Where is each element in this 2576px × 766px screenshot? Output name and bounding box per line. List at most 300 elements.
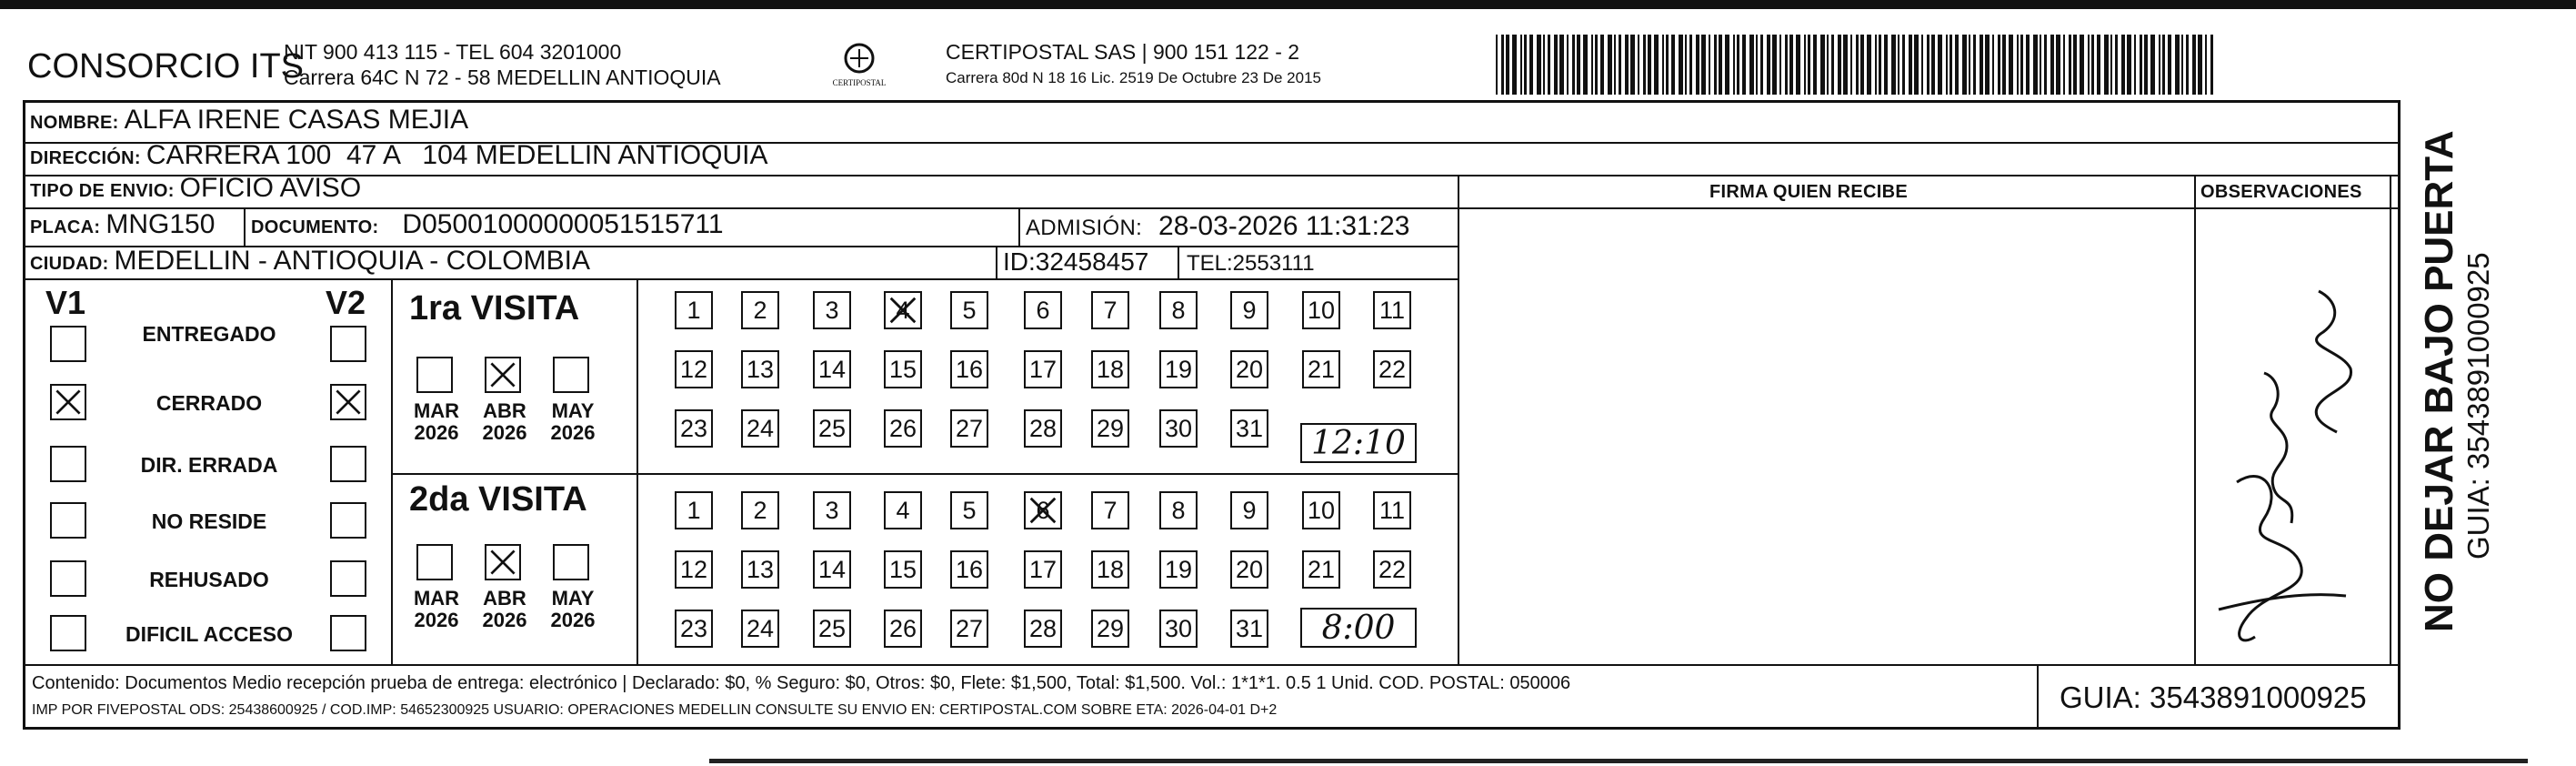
barcode-bar bbox=[1696, 35, 1699, 95]
barcode-bar bbox=[1931, 35, 1935, 95]
placa-value: MNG150 bbox=[105, 209, 216, 239]
barcode-bar bbox=[1884, 35, 1888, 95]
visit2-day-box[interactable] bbox=[741, 550, 779, 589]
visit2-day-box[interactable] bbox=[813, 550, 851, 589]
footer-guia: GUIA: 3543891000925 bbox=[2060, 680, 2367, 714]
barcode-bar bbox=[1914, 35, 1919, 95]
barcode-bar bbox=[1950, 35, 1952, 95]
divider bbox=[1018, 207, 1020, 246]
visit1-day-box[interactable] bbox=[884, 350, 922, 388]
barcode-bar bbox=[2097, 35, 2100, 95]
barcode-bar bbox=[1725, 35, 1729, 95]
signature-scribble bbox=[2200, 264, 2382, 655]
barcode-bar bbox=[2150, 35, 2155, 95]
visit1-day-box[interactable] bbox=[1302, 291, 1340, 329]
company-address: Carrera 64C N 72 - 58 MEDELLIN ANTIOQUIA bbox=[284, 66, 721, 89]
visit1-day-box[interactable] bbox=[1159, 291, 1198, 329]
visit1-day-box[interactable] bbox=[1091, 291, 1129, 329]
label-frame bbox=[23, 100, 2401, 730]
visit2-day-box[interactable] bbox=[1373, 550, 1411, 589]
day-number: 12 bbox=[679, 555, 708, 583]
divider bbox=[23, 664, 2401, 666]
visit2-day-box[interactable] bbox=[1302, 550, 1340, 589]
day-number: 31 bbox=[1235, 614, 1264, 642]
barcode-bar bbox=[1643, 35, 1646, 95]
barcode-bar bbox=[1867, 35, 1871, 95]
v2-checkbox[interactable] bbox=[330, 446, 366, 482]
v1-checkbox[interactable] bbox=[50, 502, 86, 539]
divider bbox=[996, 246, 997, 278]
day-number: 7 bbox=[1103, 496, 1118, 524]
barcode-bar bbox=[1583, 35, 1588, 95]
side-note-text: NO DEJAR BAJO PUERTA bbox=[2417, 130, 2461, 632]
company-nit-tel: NIT 900 413 115 - TEL 604 3201000 bbox=[284, 40, 622, 64]
visit2-month-label bbox=[546, 588, 600, 631]
bottom-line bbox=[709, 759, 2528, 763]
barcode-bar bbox=[2017, 35, 2019, 95]
ciudad-label: CIUDAD: bbox=[30, 254, 109, 274]
visit1-day-box[interactable] bbox=[1091, 409, 1129, 448]
visit2-day-box[interactable] bbox=[884, 610, 922, 648]
visit1-month-checkbox[interactable] bbox=[416, 357, 453, 393]
barcode-bar bbox=[1850, 35, 1852, 95]
status-label: CERRADO bbox=[155, 391, 263, 415]
month-year: 2026 bbox=[550, 609, 596, 631]
day-number: 10 bbox=[1307, 496, 1336, 524]
visit2-day-box[interactable] bbox=[1024, 550, 1062, 589]
visit1-day-box[interactable] bbox=[1230, 409, 1268, 448]
barcode-bar bbox=[2205, 35, 2207, 95]
visit1-day-box[interactable] bbox=[1159, 350, 1198, 388]
v2-checkbox[interactable] bbox=[330, 326, 366, 362]
day-number: 15 bbox=[888, 355, 917, 383]
barcode-bar bbox=[2181, 35, 2183, 95]
barcode-bar bbox=[1813, 35, 1817, 95]
v1-checkbox[interactable] bbox=[50, 615, 86, 651]
visit2-day-box[interactable] bbox=[1230, 491, 1268, 529]
visit1-day-box[interactable] bbox=[950, 350, 988, 388]
month-name: ABR bbox=[483, 587, 526, 610]
visit1-day-box[interactable] bbox=[1024, 350, 1062, 388]
day-number: 5 bbox=[962, 496, 977, 524]
barcode-bar bbox=[1808, 35, 1810, 95]
v1-checkbox[interactable] bbox=[50, 560, 86, 597]
visit1-day-box[interactable] bbox=[813, 291, 851, 329]
visit1-day-box[interactable] bbox=[741, 291, 779, 329]
day-number: 18 bbox=[1096, 555, 1125, 583]
barcode-bar bbox=[1749, 35, 1754, 95]
nombre-label: NOMBRE: bbox=[30, 113, 119, 133]
visit1-day-box[interactable] bbox=[813, 350, 851, 388]
month-year: 2026 bbox=[482, 609, 527, 631]
direccion-value: CARRERA 100 47 A 104 MEDELLIN ANTIOQUIA bbox=[145, 140, 768, 170]
barcode-bar bbox=[2044, 35, 2047, 95]
day-number: 19 bbox=[1164, 555, 1193, 583]
v2-checkbox[interactable] bbox=[330, 560, 366, 597]
v1-checkbox[interactable] bbox=[50, 326, 86, 362]
visit1-day-box[interactable] bbox=[741, 409, 779, 448]
barcode-bar bbox=[2026, 35, 2030, 95]
barcode-bar bbox=[1524, 35, 1527, 95]
v2-checkbox[interactable] bbox=[330, 502, 366, 539]
visit2-day-box[interactable] bbox=[1091, 610, 1129, 648]
documento-row bbox=[251, 209, 724, 240]
barcode-bar bbox=[2175, 35, 2180, 95]
barcode-bar bbox=[2140, 35, 2142, 95]
day-number: 2 bbox=[753, 496, 767, 524]
day-number: 4 bbox=[896, 296, 910, 324]
barcode-bar bbox=[1902, 35, 1905, 95]
footer-contenido: Contenido: Documentos Medio recepción prueba de entrega: electrónico | Declarado: $0, % Seguro: $0, Otros: $0, Flete: $1,500, Total: $1,500. Vol.: 1*1*1. 0.5 1 Unid. COD. POSTAL: 050006 bbox=[32, 673, 1571, 693]
barcode-bar bbox=[2020, 35, 2023, 95]
barcode-bar bbox=[2056, 35, 2060, 95]
divider bbox=[1178, 246, 1179, 278]
month-year: 2026 bbox=[414, 609, 459, 631]
day-number: 11 bbox=[1378, 296, 1406, 324]
visit1-day-box[interactable] bbox=[1230, 350, 1268, 388]
visit1-day-box[interactable] bbox=[950, 291, 988, 329]
barcode-bar bbox=[1591, 35, 1593, 95]
visit1-day-box[interactable] bbox=[1373, 350, 1411, 388]
direccion-row bbox=[30, 140, 768, 171]
barcode-bar bbox=[1595, 35, 1598, 95]
barcode-bar bbox=[1567, 35, 1569, 95]
v2-checkbox[interactable] bbox=[330, 384, 366, 420]
barcode-bar bbox=[1969, 35, 1970, 95]
barcode-bar bbox=[1506, 35, 1509, 95]
visit2-day-box[interactable] bbox=[1024, 491, 1062, 529]
barcode-bar bbox=[1600, 35, 1604, 95]
visit2-day-box[interactable] bbox=[1302, 491, 1340, 529]
barcode-bar bbox=[1496, 35, 1498, 95]
barcode-bar bbox=[2040, 35, 2041, 95]
visit1-day-box[interactable] bbox=[1230, 291, 1268, 329]
barcode-bar bbox=[1921, 35, 1923, 95]
visit1-day-box[interactable] bbox=[884, 291, 922, 329]
tipo-value: OFICIO AVISO bbox=[179, 173, 362, 203]
visit1-day-box[interactable] bbox=[1024, 409, 1062, 448]
barcode-bar bbox=[1909, 35, 1912, 95]
barcode-bar bbox=[1619, 35, 1621, 95]
day-number: 10 bbox=[1307, 296, 1336, 324]
visit2-month-checkbox[interactable] bbox=[553, 544, 589, 580]
month-name: MAY bbox=[551, 399, 595, 422]
barcode-bar bbox=[2088, 35, 2090, 95]
barcode-bar bbox=[2134, 35, 2136, 95]
placa-row bbox=[30, 209, 215, 240]
day-number: 14 bbox=[817, 555, 847, 583]
visit2-day-box[interactable] bbox=[1091, 550, 1129, 589]
day-number: 24 bbox=[746, 414, 775, 442]
barcode-bar bbox=[1804, 35, 1806, 95]
day-number: 12 bbox=[679, 355, 708, 383]
barcode-bar bbox=[2192, 35, 2196, 95]
barcode-bar bbox=[1985, 35, 1990, 95]
visit1-day-box[interactable] bbox=[950, 409, 988, 448]
barcode-bar bbox=[1714, 35, 1717, 95]
day-number: 26 bbox=[888, 614, 917, 642]
v2-checkbox[interactable] bbox=[330, 615, 366, 651]
top-border bbox=[0, 0, 2576, 9]
barcode-bar bbox=[1685, 35, 1687, 95]
day-number: 8 bbox=[1171, 296, 1186, 324]
day-number: 7 bbox=[1103, 296, 1118, 324]
barcode-bar bbox=[2073, 35, 2077, 95]
direccion-label: DIRECCIÓN: bbox=[30, 148, 141, 168]
day-number: 17 bbox=[1028, 355, 1057, 383]
barcode-bar bbox=[2162, 35, 2165, 95]
visit1-day-box[interactable] bbox=[675, 291, 713, 329]
admision-value: 28-03-2026 11:31:23 bbox=[1158, 211, 1410, 241]
barcode-bar bbox=[2009, 35, 2013, 95]
visit2-day-box[interactable] bbox=[950, 491, 988, 529]
visit2-day-box[interactable] bbox=[950, 550, 988, 589]
barcode-bar bbox=[1666, 35, 1669, 95]
status-label: REHUSADO bbox=[149, 568, 269, 591]
v2-header: V2 bbox=[326, 284, 366, 321]
side-guia bbox=[2460, 127, 2496, 600]
visit1-month-label bbox=[477, 400, 532, 444]
divider bbox=[1458, 175, 1459, 664]
day-number: 5 bbox=[962, 296, 977, 324]
day-number: 30 bbox=[1164, 414, 1193, 442]
barcode-bar bbox=[1831, 35, 1834, 95]
barcode-bar bbox=[1992, 35, 1994, 95]
month-year: 2026 bbox=[550, 421, 596, 444]
divider bbox=[391, 278, 393, 664]
barcode-bar bbox=[2144, 35, 2148, 95]
day-number: 23 bbox=[679, 614, 708, 642]
barcode-bar bbox=[2159, 35, 2160, 95]
day-number: 30 bbox=[1164, 614, 1193, 642]
day-number: 24 bbox=[746, 614, 775, 642]
barcode-bar bbox=[2198, 35, 2202, 95]
barcode-bar bbox=[1719, 35, 1722, 95]
firma-header: FIRMA QUIEN RECIBE bbox=[1709, 182, 1908, 202]
barcode-bar bbox=[1789, 35, 1793, 95]
barcode-bar bbox=[1891, 35, 1896, 95]
barcode-bar bbox=[2168, 35, 2171, 95]
barcode-bar bbox=[1737, 35, 1739, 95]
barcode-bar bbox=[2127, 35, 2131, 95]
day-number: 1 bbox=[687, 296, 701, 324]
day-number: 28 bbox=[1028, 614, 1057, 642]
day-number: 21 bbox=[1307, 355, 1336, 383]
visit2-day-box[interactable] bbox=[1230, 550, 1268, 589]
barcode-bar bbox=[1843, 35, 1848, 95]
visit2-month-label bbox=[477, 588, 532, 631]
visit2-day-box[interactable] bbox=[675, 610, 713, 648]
divider bbox=[23, 175, 2401, 176]
visit2-day-box[interactable] bbox=[813, 491, 851, 529]
barcode-bar bbox=[1980, 35, 1983, 95]
barcode-bar bbox=[1860, 35, 1864, 95]
barcode-bar bbox=[1838, 35, 1841, 95]
barcode-bar bbox=[2210, 35, 2213, 95]
barcode-bar bbox=[1501, 35, 1504, 95]
barcode-bar bbox=[2063, 35, 2065, 95]
visit2-month-checkbox[interactable] bbox=[416, 544, 453, 580]
barcode-bar bbox=[1572, 35, 1575, 95]
placa-label: PLACA: bbox=[30, 217, 101, 237]
ciudad-value: MEDELLIN - ANTIOQUIA - COLOMBIA bbox=[114, 246, 590, 276]
barcode-bar bbox=[2002, 35, 2006, 95]
status-label: DIFICIL ACCESO bbox=[125, 622, 293, 646]
day-number: 9 bbox=[1242, 296, 1257, 324]
barcode-bar bbox=[1875, 35, 1877, 95]
barcode-bar bbox=[1554, 35, 1558, 95]
divider bbox=[244, 207, 246, 246]
visit1-month-label bbox=[409, 400, 464, 444]
visit2-day-box[interactable] bbox=[1159, 610, 1198, 648]
month-name: MAR bbox=[413, 587, 460, 610]
barcode-bar bbox=[1998, 35, 2000, 95]
divider bbox=[2390, 175, 2391, 664]
barcode-bar bbox=[1512, 35, 1517, 95]
month-name: MAR bbox=[413, 399, 460, 422]
day-number: 25 bbox=[817, 414, 847, 442]
day-number: 27 bbox=[955, 414, 984, 442]
barcode-bar bbox=[1962, 35, 1967, 95]
barcode-bar bbox=[2110, 35, 2112, 95]
visit2-day-box[interactable] bbox=[675, 491, 713, 529]
day-number: 16 bbox=[955, 355, 984, 383]
visit1-month-checkbox[interactable] bbox=[553, 357, 589, 393]
visit2-day-box[interactable] bbox=[675, 550, 713, 589]
visit1-title: 1ra VISITA bbox=[409, 289, 580, 328]
day-number: 22 bbox=[1378, 555, 1407, 583]
visit2-day-box[interactable] bbox=[1159, 491, 1198, 529]
barcode-bar bbox=[1898, 35, 1899, 95]
barcode-bar bbox=[1679, 35, 1683, 95]
month-name: ABR bbox=[483, 399, 526, 422]
visit1-day-box[interactable] bbox=[1302, 350, 1340, 388]
barcode-bar bbox=[2186, 35, 2189, 95]
barcode-bar bbox=[1785, 35, 1788, 95]
barcode-bar bbox=[1638, 35, 1639, 95]
barcode-bar bbox=[1559, 35, 1564, 95]
day-number: 20 bbox=[1235, 555, 1264, 583]
barcode-bar bbox=[1856, 35, 1859, 95]
visit1-day-box[interactable] bbox=[675, 409, 713, 448]
barcode-bar bbox=[1827, 35, 1829, 95]
company-name: CONSORCIO ITS bbox=[27, 47, 305, 86]
tipo-row bbox=[30, 173, 361, 204]
barcode-bar bbox=[1709, 35, 1710, 95]
visit1-day-box[interactable] bbox=[813, 409, 851, 448]
visit1-day-box[interactable] bbox=[675, 350, 713, 388]
visit2-day-box[interactable] bbox=[741, 491, 779, 529]
day-number: 2 bbox=[753, 296, 767, 324]
visit2-month-checkbox[interactable] bbox=[485, 544, 521, 580]
visit1-day-box[interactable] bbox=[1091, 350, 1129, 388]
day-number: 1 bbox=[687, 496, 701, 524]
visit2-day-box[interactable] bbox=[884, 550, 922, 589]
visit2-title: 2da VISITA bbox=[409, 480, 587, 519]
day-number: 26 bbox=[888, 414, 917, 442]
visit2-day-box[interactable] bbox=[741, 610, 779, 648]
barcode-bar bbox=[1955, 35, 1959, 95]
month-year: 2026 bbox=[414, 421, 459, 444]
divider bbox=[636, 278, 638, 664]
barcode-bar bbox=[1608, 35, 1612, 95]
documento-label: DOCUMENTO: bbox=[251, 217, 379, 237]
divider bbox=[23, 278, 1459, 280]
barcode-bar bbox=[1772, 35, 1777, 95]
divider bbox=[2037, 664, 2039, 730]
day-number: 6 bbox=[1036, 296, 1050, 324]
documento-value: D05001000000051515711 bbox=[402, 209, 724, 239]
day-number: 22 bbox=[1378, 355, 1407, 383]
certipostal-license: Carrera 80d N 18 16 Lic. 2519 De Octubre 23 De 2015 bbox=[946, 69, 1321, 86]
month-year: 2026 bbox=[482, 421, 527, 444]
barcode-bar bbox=[1662, 35, 1664, 95]
barcode-bar bbox=[1973, 35, 1976, 95]
visit2-day-box[interactable] bbox=[884, 491, 922, 529]
visit1-day-box[interactable] bbox=[1159, 409, 1198, 448]
admision-label: ADMISIÓN: bbox=[1026, 216, 1143, 240]
barcode-bar bbox=[1946, 35, 1948, 95]
month-name: MAY bbox=[551, 587, 595, 610]
barcode-bar bbox=[1537, 35, 1541, 95]
visit1-month-label bbox=[546, 400, 600, 444]
footer-imp: IMP POR FIVEPOSTAL ODS: 25438600925 / COD.IMP: 54652300925 USUARIO: OPERACIONES MEDELLIN CONSULTE SU ENVIO EN: CERTIPOSTAL.COM SOBRE ETA: 2026-04-01 D+2 bbox=[32, 702, 1278, 718]
visit2-day-box[interactable] bbox=[950, 610, 988, 648]
visit1-month-checkbox[interactable] bbox=[485, 357, 521, 393]
barcode-bar bbox=[2069, 35, 2071, 95]
v1-checkbox[interactable] bbox=[50, 384, 86, 420]
barcode-bar bbox=[1625, 35, 1629, 95]
barcode-bar bbox=[1879, 35, 1881, 95]
visit1-day-box[interactable] bbox=[1373, 291, 1411, 329]
day-number: 17 bbox=[1028, 555, 1057, 583]
barcode-bar bbox=[1701, 35, 1706, 95]
v1-checkbox[interactable] bbox=[50, 446, 86, 482]
visit2-day-box[interactable] bbox=[1159, 550, 1198, 589]
certipostal-name: CERTIPOSTAL SAS | 900 151 122 - 2 bbox=[946, 40, 1300, 64]
visit1-time: 12:10 bbox=[1300, 423, 1417, 463]
day-number: 13 bbox=[746, 355, 775, 383]
visit1-day-box[interactable] bbox=[741, 350, 779, 388]
admision-row bbox=[1026, 211, 1409, 242]
barcode-bar bbox=[1760, 35, 1763, 95]
visit2-day-box[interactable] bbox=[813, 610, 851, 648]
barcode-bar bbox=[1756, 35, 1758, 95]
visit2-day-box[interactable] bbox=[1373, 491, 1411, 529]
barcode-bar bbox=[1529, 35, 1533, 95]
divider bbox=[391, 473, 1459, 475]
day-number: 4 bbox=[896, 496, 910, 524]
barcode-bar bbox=[1779, 35, 1781, 95]
barcode-bar bbox=[1733, 35, 1735, 95]
visit2-day-box[interactable] bbox=[1230, 610, 1268, 648]
visit2-day-box[interactable] bbox=[1024, 610, 1062, 648]
certipostal-logo-icon bbox=[823, 38, 896, 93]
visit2-day-box[interactable] bbox=[1091, 491, 1129, 529]
barcode-bar bbox=[1927, 35, 1929, 95]
barcode-bar bbox=[2104, 35, 2109, 95]
barcode-bar bbox=[1543, 35, 1545, 95]
barcode-bar bbox=[1654, 35, 1659, 95]
barcode-bar bbox=[1548, 35, 1550, 95]
day-number: 8 bbox=[1171, 496, 1186, 524]
visit1-day-box[interactable] bbox=[884, 409, 922, 448]
day-number: 3 bbox=[825, 296, 839, 324]
visit1-day-box[interactable] bbox=[1024, 291, 1062, 329]
status-label: DIR. ERRADA bbox=[140, 453, 278, 477]
side-guia-text: GUIA: 3543891000925 bbox=[2461, 252, 2495, 559]
day-number: 9 bbox=[1242, 496, 1257, 524]
